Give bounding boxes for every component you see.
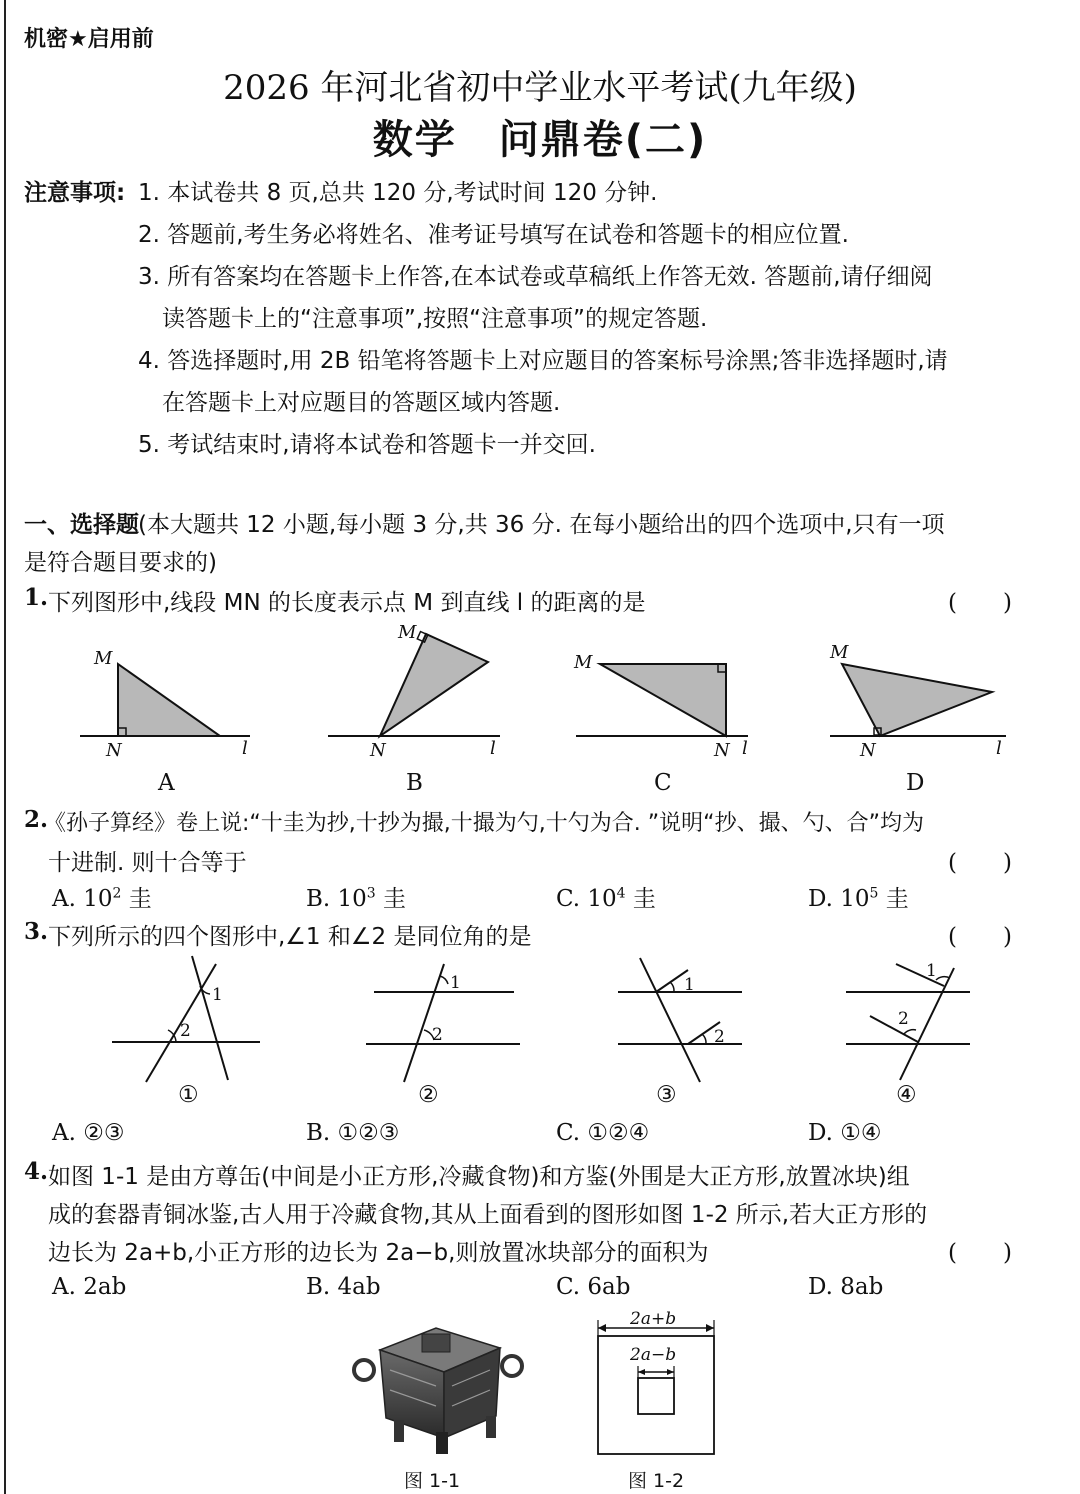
squares-diagram [590,1306,730,1466]
option-b[interactable]: B. $10^3$ 圭 [306,885,407,912]
option-d[interactable]: D. 8ab [808,1274,884,1300]
big-square-side-label: 2a+b [630,1309,677,1329]
figure-number: ④ [896,1082,917,1108]
question-number: 4. [24,1158,49,1185]
note-item: 4. 答选择题时,用 2B 铅笔将答题卡上对应题目的答案标号涂黑;答非选择题时,请 [138,348,948,374]
figure-caption: 图 1-2 [628,1470,685,1492]
figure-number: ② [418,1082,439,1108]
q1-figure-a [70,620,270,760]
figure-caption: 图 1-1 [404,1470,461,1492]
q3-figure-3 [612,950,752,1090]
question-text: 下列所示的四个图形中,∠1 和∠2 是同位角的是 [48,924,532,950]
section-description: 是符合题目要求的) [24,550,217,576]
point-m-label: M [830,642,849,663]
section-description: (本大题共 12 小题,每小题 3 分,共 36 分. 在每小题给出的四个选项中,只有一项 [138,512,945,538]
q3-figure-1 [110,950,270,1090]
line-l-label: l [242,738,248,759]
point-n-label: N [714,740,730,761]
note-item: 1. 本试卷共 8 页,总共 120 分,考试时间 120 分钟. [138,180,658,206]
point-m-label: M [94,648,113,669]
line-l-label: l [742,738,748,759]
note-item: 2. 答题前,考生务必将姓名、准考证号填写在试卷和答题卡的相应位置. [138,222,849,248]
point-n-label: N [860,740,876,761]
figure-letter: D [906,770,925,796]
angle-2-label: 2 [180,1021,191,1041]
line-l-label: l [490,738,496,759]
option-c[interactable]: C. 6ab [556,1274,631,1300]
confidential-mark: 机密★启用前 [24,27,154,52]
option-d[interactable]: D. $10^5$ 圭 [808,885,909,912]
option-a[interactable]: A. $10^2$ 圭 [52,885,152,912]
answer-parenthesis: ( ) [948,590,1012,616]
q3-figure-2 [360,950,530,1090]
question-text: 下列图形中,线段 MN 的长度表示点 M 到直线 l 的距离的是 [48,590,646,616]
angle-1-label: 1 [926,961,937,981]
option-b[interactable]: B. ①②③ [306,1120,400,1146]
angle-2-label: 2 [714,1027,725,1047]
question-number: 2. [24,806,49,833]
exam-title: 2026 年河北省初中学业水平考试(九年级) [223,68,857,108]
answer-parenthesis: ( ) [948,924,1012,950]
option-c[interactable]: C. ①②④ [556,1120,650,1146]
figure-number: ③ [656,1082,677,1108]
note-item: 3. 所有答案均在答题卡上作答,在本试卷或草稿纸上作答无效. 答题前,请仔细阅 [138,264,933,290]
point-n-label: N [370,740,386,761]
figure-number: ① [178,1082,199,1108]
question-number: 1. [24,584,49,611]
angle-2-label: 2 [898,1009,909,1029]
q1-figure-c [570,620,770,760]
figure-letter: C [654,770,672,796]
option-b[interactable]: B. 4ab [306,1274,381,1300]
q1-figure-d [820,620,1020,760]
question-text: 十进制. 则十合等于 [48,850,247,876]
note-item: 5. 考试结束时,请将本试卷和答题卡一并交回. [138,432,596,458]
figure-letter: B [406,770,423,796]
answer-parenthesis: ( ) [948,1240,1012,1266]
section-heading: 一、选择题 [24,512,139,538]
q1-figure-b [320,620,520,760]
question-text: 边长为 2a+b,小正方形的边长为 2a−b,则放置冰块部分的面积为 [48,1240,709,1266]
small-square-side-label: 2a−b [630,1345,677,1365]
q3-figure-4 [840,950,980,1090]
notes-label: 注意事项: [24,180,126,206]
angle-1-label: 1 [212,985,223,1005]
bronze-ice-vessel-image [340,1320,530,1460]
point-m-label: M [574,652,593,673]
note-item: 读答题卡上的“注意事项”,按照“注意事项”的规定答题. [162,306,708,332]
line-l-label: l [996,738,1002,759]
option-c[interactable]: C. $10^4$ 圭 [556,885,656,912]
note-item: 在答题卡上对应题目的答题区域内答题. [162,390,561,416]
figure-letter: A [158,770,175,796]
exam-subtitle: 数学 问鼎卷(二) [372,117,708,163]
question-number: 3. [24,918,49,945]
question-text: 如图 1-1 是由方尊缶(中间是小正方形,冷藏食物)和方鉴(外围是大正方形,放置冰块)组 [48,1164,910,1190]
angle-2-label: 2 [432,1025,443,1045]
angle-1-label: 1 [450,973,461,993]
question-text: 《孙子算经》卷上说:“十圭为抄,十抄为撮,十撮为勺,十勺为合. ”说明“抄、撮、勺、合”均为 [44,811,924,836]
point-n-label: N [106,740,122,761]
option-a[interactable]: A. 2ab [52,1274,127,1300]
option-a[interactable]: A. ②③ [52,1120,125,1146]
question-text: 成的套器青铜冰鉴,古人用于冷藏食物,其从上面看到的图形如图 1-2 所示,若大正方形的 [48,1202,928,1228]
point-m-label: M [398,622,417,643]
page-edge-line [4,0,6,1494]
option-d[interactable]: D. ①④ [808,1120,882,1146]
angle-1-label: 1 [684,975,695,995]
answer-parenthesis: ( ) [948,850,1012,876]
